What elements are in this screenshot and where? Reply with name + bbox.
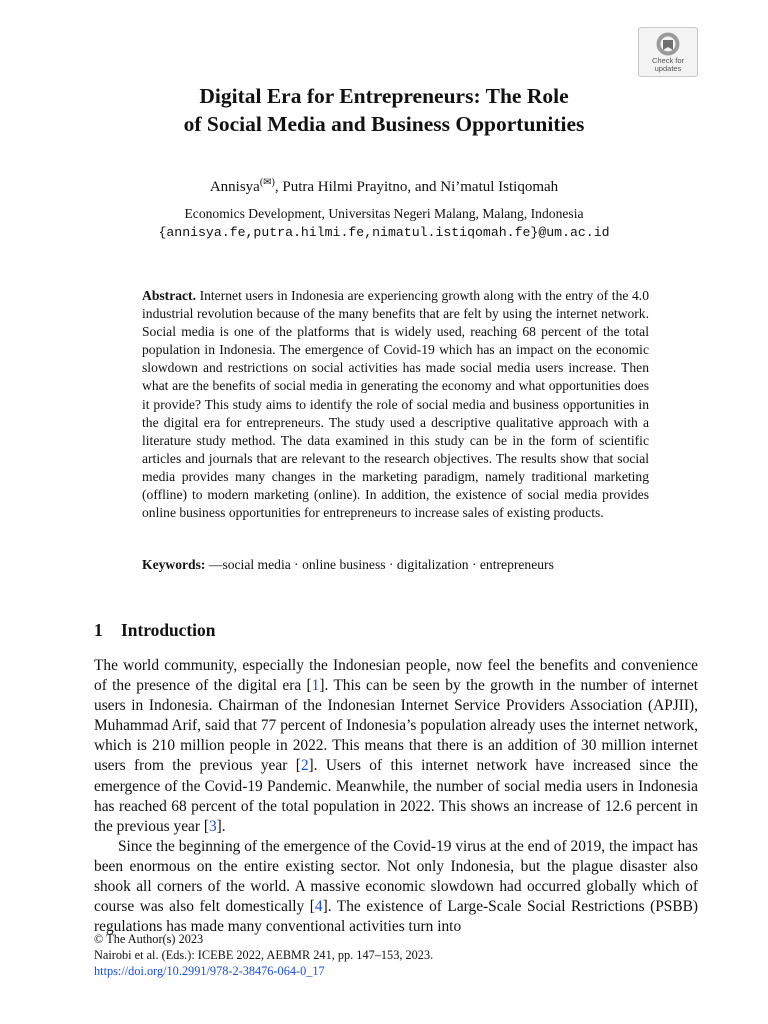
abstract-text: Internet users in Indonesia are experiencing growth along with the entry of the 4.0 industrial revolution because of the many benefits that are felt by using the internet network. Social media is one of the platforms that is widely used, reaching 68 percent of the total population in Indonesia. The emergence of Covid-19 which has an impact on the economic slowdown and restrictions on social activities has made social media users increase. Then what are the benefits of social media in generating the economy and what opportunities does it provide? This study aims to identify the role of social media and business opportunities in the digital era for entrepreneurs. The study used a descriptive qualitative approach with a literature study method. The data examined in this study can be in the form of scientific articles and journals that are relevant to the research objectives. The results show that social media provides many changes in the marketing paradigm, namely traditional marketing (offline) to modern marketing (online). In addition, the existence of social media provides online business opportunities for entrepreneurs to increase sales of existing products. xyxy=(142,288,649,521)
abstract-label: Abstract. xyxy=(142,288,196,303)
body-text xyxy=(94,656,698,937)
author-list xyxy=(60,173,708,197)
paragraph xyxy=(94,656,698,837)
keywords-text: —social media · online business · digitalization · entrepreneurs xyxy=(208,557,554,572)
check-for-updates-badge[interactable] xyxy=(638,27,698,77)
citation-info: Nairobi et al. (Eds.): ICEBE 2022, AEBMR 241, pp. 147–153, 2023. xyxy=(94,948,434,962)
check-for-updates-icon xyxy=(654,31,682,57)
paper-title xyxy=(60,82,708,138)
badge-line-1: Check for xyxy=(651,56,685,65)
author-first: Annisya xyxy=(209,179,260,195)
affiliation: Economics Development, Universitas Negeri Malang, Malang, Indonesia xyxy=(184,206,584,221)
copyright-notice: © The Author(s) 2023 xyxy=(94,932,204,946)
envelope-icon[interactable]: (✉) xyxy=(259,177,275,188)
paragraph xyxy=(94,837,698,937)
title-line-1: Digital Era for Entrepreneurs: The Role xyxy=(199,84,569,108)
page-footer xyxy=(94,931,433,979)
section-title: Introduction xyxy=(121,620,216,640)
citation-ref-3[interactable]: 3 xyxy=(208,817,217,835)
author-rest: , Putra Hilmi Prayitno, and Ni’matul Istiqomah xyxy=(274,179,559,195)
citation-ref-2[interactable]: 2 xyxy=(300,757,309,775)
paragraph-text: ]. Users of this internet network have increased since the emergence of the Covid-19 Pandemic. Meanwhile, the number of social media users in Indonesia has reached 68 percent of the total population in 2022. This shows an increase of 12.6 percent in the previous year [ xyxy=(94,757,698,835)
section-heading xyxy=(94,619,215,641)
citation-ref-4[interactable]: 4 xyxy=(314,898,323,916)
author-emails: {annisya.fe,putra.hilmi.fe,nimatul.istiqomah.fe}@um.ac.id xyxy=(158,225,610,240)
keywords-label: Keywords: xyxy=(142,557,206,572)
section-number: 1 xyxy=(94,620,103,640)
paragraph-text: The world community, especially the Indonesian people, now feel the benefits and convenience of the presence of the digital era [ xyxy=(94,657,698,695)
title-line-2: of Social Media and Business Opportunities xyxy=(183,112,585,136)
citation-ref-1[interactable]: 1 xyxy=(311,677,320,695)
paragraph-text: ]. This can be seen by the growth in the number of internet users in Indonesia. Chairman of the Indonesian Internet Service Providers Association (APJII), Muhammad Arif, said that 77 percent of Indonesia’s population already uses the internet network, which is 210 million people in 2022. This means that there is an addition of 30 million internet users from the previous year [ xyxy=(94,677,699,775)
badge-line-2: updates xyxy=(654,64,682,73)
keywords xyxy=(142,556,649,574)
abstract xyxy=(142,287,649,522)
paragraph-text: Since the beginning of the emergence of the Covid-19 virus at the end of 2019, the impact has been enormous on the entire existing sector. Not only Indonesia, but the plague disaster also shook all corners of the world. A massive economic slowdown had occurred globally which of course was also felt domestically [ xyxy=(94,837,698,916)
paragraph-text: ]. The existence of Large-Scale Social Restrictions (PSBB) regulations has made many conventional activities turn into xyxy=(94,898,698,936)
doi-link[interactable]: https://doi.org/10.2991/978-2-38476-064-0_17 xyxy=(94,964,325,978)
paragraph-text: ]. xyxy=(216,817,226,835)
